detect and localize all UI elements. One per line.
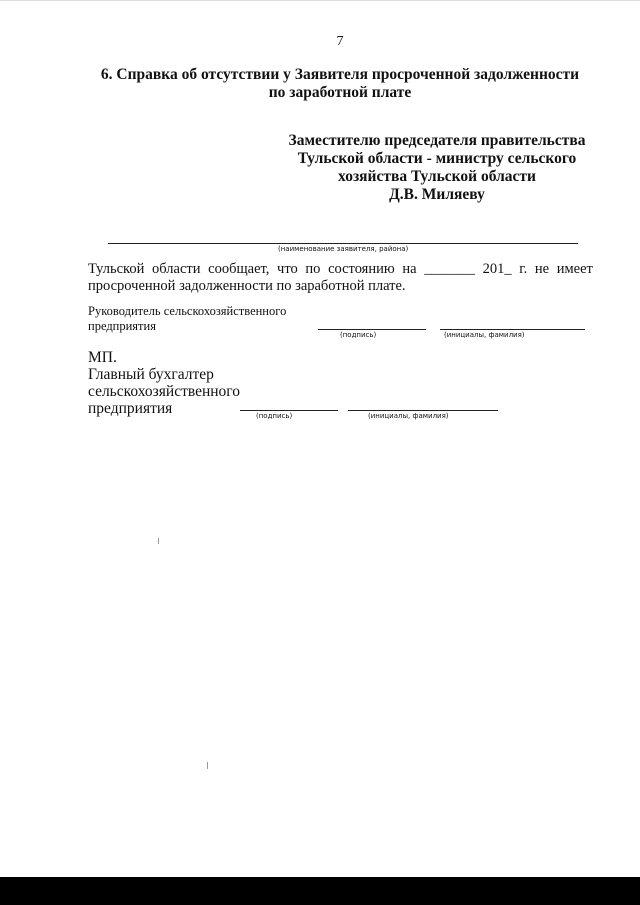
statement-word: области: [152, 261, 201, 277]
statement-word: состоянию: [328, 261, 395, 277]
accountant-label-line-1: Главный бухгалтер: [88, 366, 214, 383]
accountant-signature-caption: (подпись): [256, 412, 293, 420]
statement-word: что: [277, 261, 298, 277]
statement-word: на: [402, 261, 417, 277]
accountant-label-line-2: сельскохозяйственного: [88, 383, 241, 400]
manager-initials-line: [440, 329, 585, 330]
addressee-line-4: Д.В. Миляеву: [389, 186, 485, 203]
manager-label-line-2: предприятия: [88, 319, 156, 333]
accountant-label: [88, 366, 240, 417]
accountant-label-line-3: предприятия: [88, 400, 173, 417]
scan-bottom-border: [0, 877, 640, 905]
manager-initials-caption: (инициалы, фамилия): [444, 331, 525, 339]
accountant-signature-line: [240, 410, 338, 411]
addressee-line-2: Тульской области - министру сельского: [297, 150, 577, 167]
document-title: [60, 66, 620, 102]
statement-line-1: [88, 261, 593, 278]
accountant-initials-caption: (инициалы, фамилия): [368, 412, 449, 420]
statement-word: по: [305, 261, 321, 277]
statement-line-2: просроченной задолженности по заработной плате.: [88, 278, 406, 294]
statement: [88, 261, 595, 295]
page-number: 7: [336, 34, 344, 49]
addressee-block: [272, 132, 602, 204]
applicant-caption: (наименование заявителя, района): [278, 245, 409, 253]
manager-signature-line: [318, 329, 426, 330]
scan-speck: [207, 762, 208, 769]
date-blank: _______: [424, 261, 475, 277]
statement-word: не: [534, 261, 550, 277]
stamp-label: МП.: [88, 349, 117, 366]
manager-label: [88, 304, 286, 334]
accountant-initials-line: [348, 410, 498, 411]
title-line-1: 6. Справка об отсутствии у Заявителя просроченной задолженности: [100, 66, 580, 83]
statement-word: имеет: [556, 261, 593, 277]
statement-word: Тульской: [88, 261, 145, 277]
scan-top-edge: [0, 0, 640, 1]
year-blank: 201_: [482, 261, 512, 277]
applicant-name-line: [108, 243, 578, 244]
manager-label-line-1: Руководитель сельскохозяйственного: [88, 304, 287, 318]
statement-word: г.: [519, 261, 528, 277]
scan-speck: [158, 538, 159, 544]
addressee-line-3: хозяйства Тульской области: [338, 168, 536, 185]
addressee-line-1: Заместителю председателя правительства: [288, 132, 586, 149]
statement-word: сообщает,: [208, 261, 270, 277]
manager-signature-caption: (подпись): [340, 331, 377, 339]
title-line-2: по заработной плате: [268, 84, 412, 101]
